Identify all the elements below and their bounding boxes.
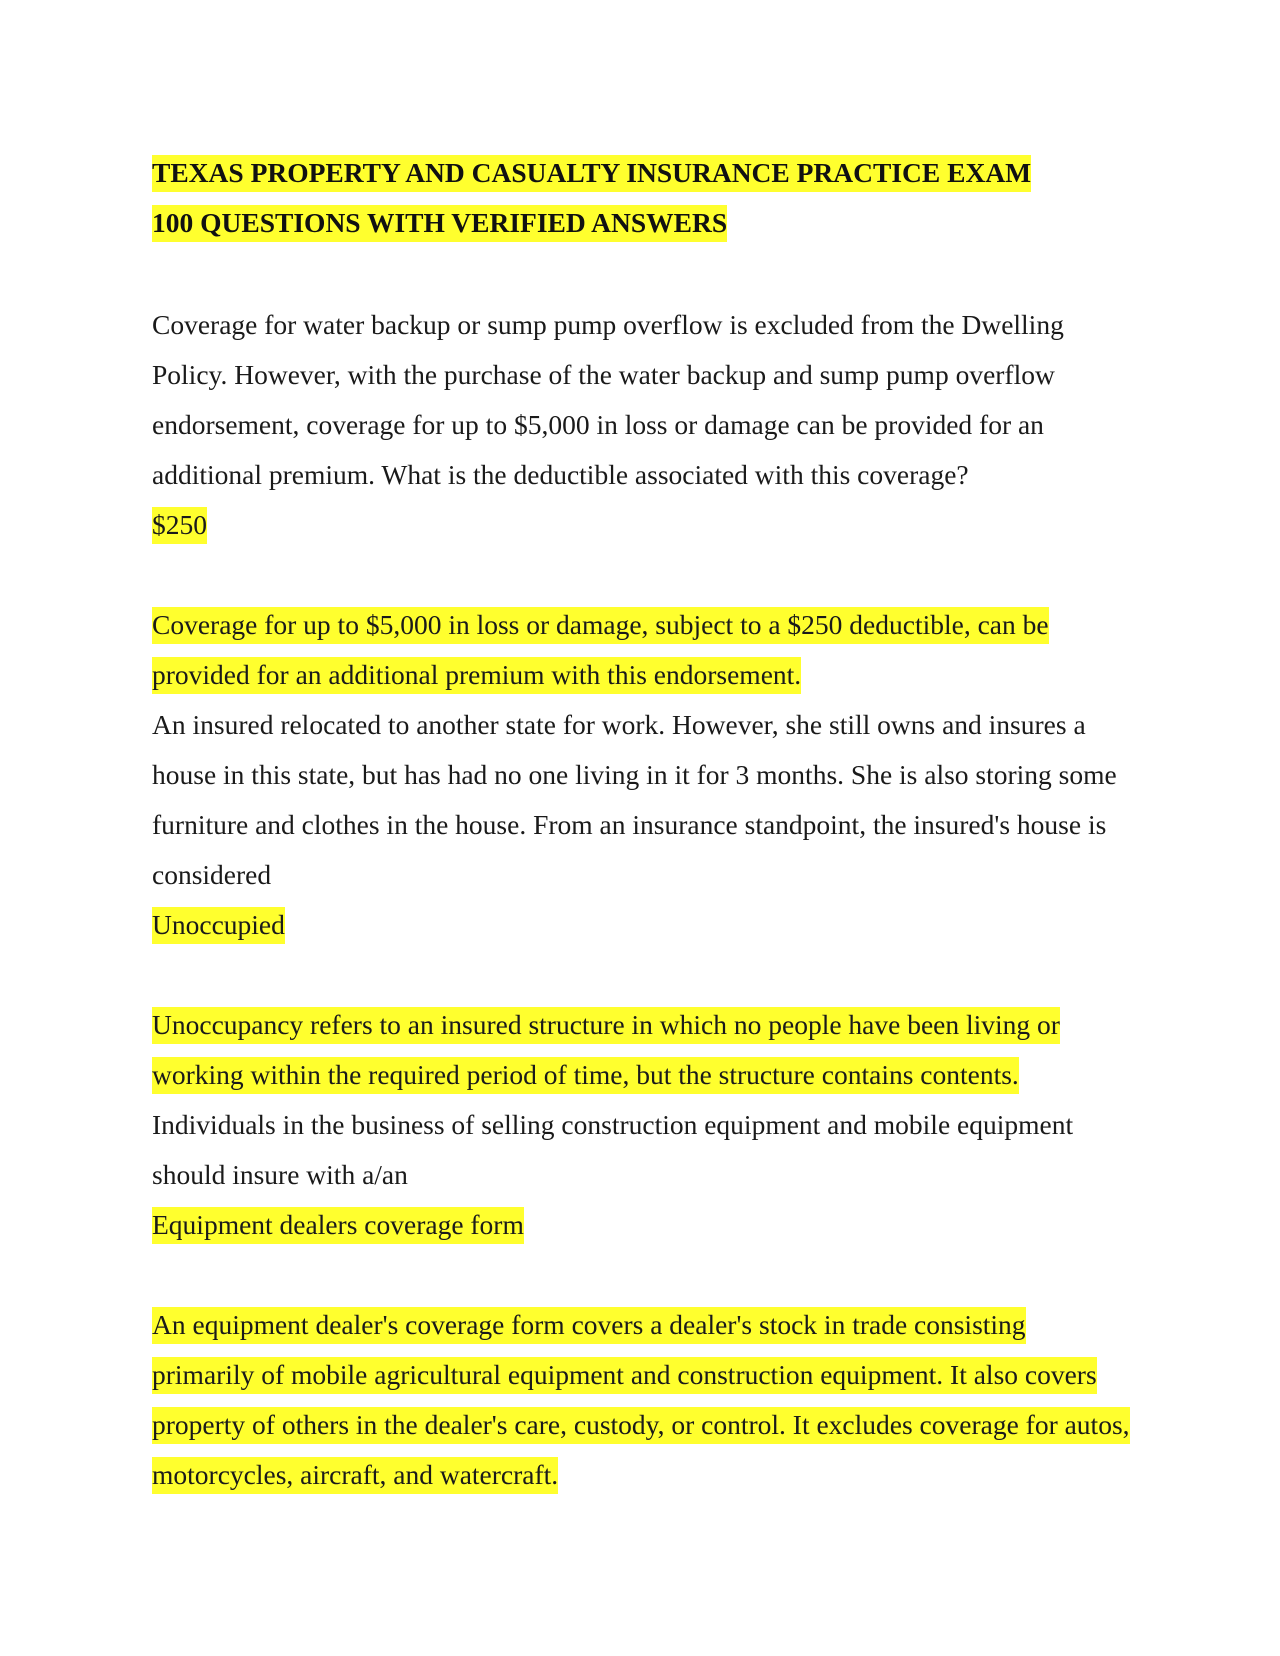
- answer-text: $250: [152, 507, 207, 544]
- title-line-2: 100 QUESTIONS WITH VERIFIED ANSWERS: [152, 205, 727, 242]
- explanation-text: Unoccupancy refers to an insured structure in which no people have been living or working within the required period of time, but the structure contains contents.: [152, 1007, 1060, 1094]
- explanation-2: [152, 1000, 1132, 1100]
- answer-text: Unoccupied: [152, 907, 285, 944]
- explanation-text: Coverage for up to $5,000 in loss or damage, subject to a $250 deductible, can be provided for an additional premium with this endorsement.: [152, 607, 1049, 694]
- question-2: [152, 700, 1132, 900]
- explanation-3: [152, 1300, 1132, 1500]
- document-title: [152, 148, 1132, 248]
- question-1: [152, 300, 1132, 500]
- question-3: [152, 1100, 1132, 1200]
- title-line-1: TEXAS PROPERTY AND CASUALTY INSURANCE PRACTICE EXAM: [152, 155, 1031, 192]
- answer-text: Equipment dealers coverage form: [152, 1207, 524, 1244]
- explanation-text: An equipment dealer's coverage form covers a dealer's stock in trade consisting primarily of mobile agricultural equipment and construction equipment. It also covers property of others in the dealer's care, custody, or control. It excludes coverage for autos, motorcycles, aircraft, and watercraft.: [152, 1307, 1130, 1494]
- question-text: Individuals in the business of selling construction equipment and mobile equipment should insure with a/an: [152, 1109, 1074, 1190]
- answer-3: [152, 1200, 1132, 1250]
- document-page: [152, 148, 1132, 1500]
- question-text: Coverage for water backup or sump pump overflow is excluded from the Dwelling Policy. However, with the purchase of the water backup and sump pump overflow endorsement, coverage for up to $5,000 in loss or damage can be provided for an additional premium. What is the deductible associated with this coverage?: [152, 309, 1064, 490]
- explanation-1: [152, 600, 1132, 700]
- answer-2: [152, 900, 1132, 950]
- answer-1: [152, 500, 1132, 550]
- question-text: An insured relocated to another state for work. However, she still owns and insures a house in this state, but has had no one living in it for 3 months. She is also storing some furniture and clothes in the house. From an insurance standpoint, the insured's house is considered: [152, 709, 1117, 890]
